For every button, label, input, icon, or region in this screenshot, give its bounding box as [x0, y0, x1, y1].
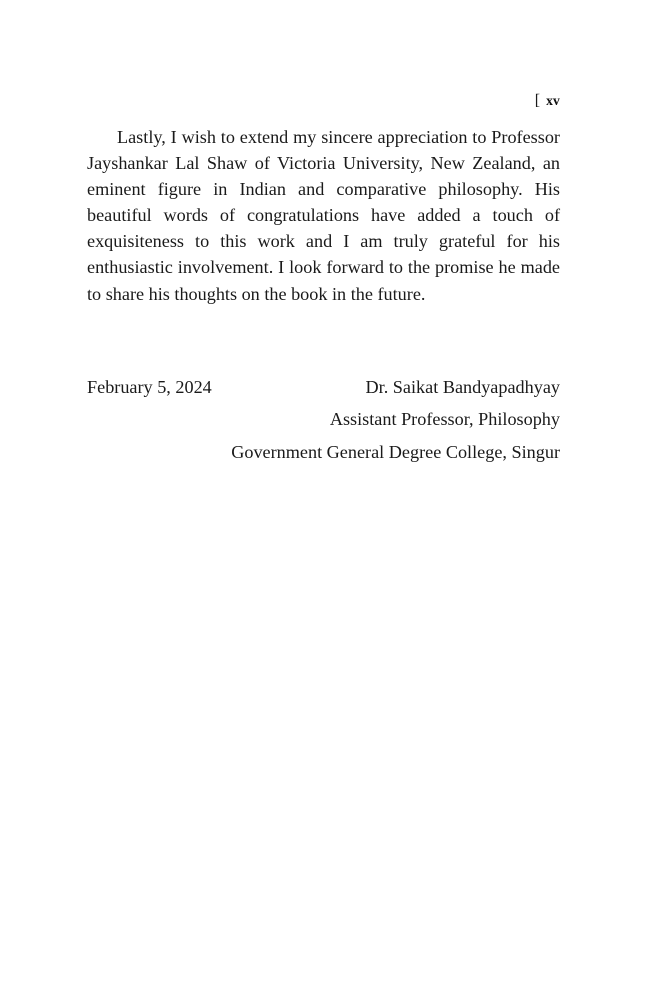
- body-text: [87, 124, 560, 307]
- signature-title: Assistant Professor, Philosophy: [329, 409, 560, 430]
- page-number: xv: [546, 93, 560, 108]
- paragraph: Lastly, I wish to extend my sincere appreciation to Professor Jayshankar Lal Shaw of Victoria University, New Zealand, an eminent figure in Indian and comparative philosophy. His beautiful words of congratulations have added a touch of exquisiteness to this work and I am truly grateful for his enthusiastic involvement. I look forward to the promise he made to share his thoughts on the book in the future.: [87, 127, 560, 304]
- signature-row-date-name: [87, 371, 560, 403]
- signature-name: Dr. Saikat Bandyapadhyay: [365, 377, 560, 397]
- signature-affiliation: Government General Degree College, Singur: [231, 441, 560, 462]
- signature-date: February 5, 2024: [87, 377, 212, 397]
- running-head: [87, 74, 560, 128]
- signature-block: [87, 371, 560, 468]
- bracket-glyph: [: [534, 92, 541, 109]
